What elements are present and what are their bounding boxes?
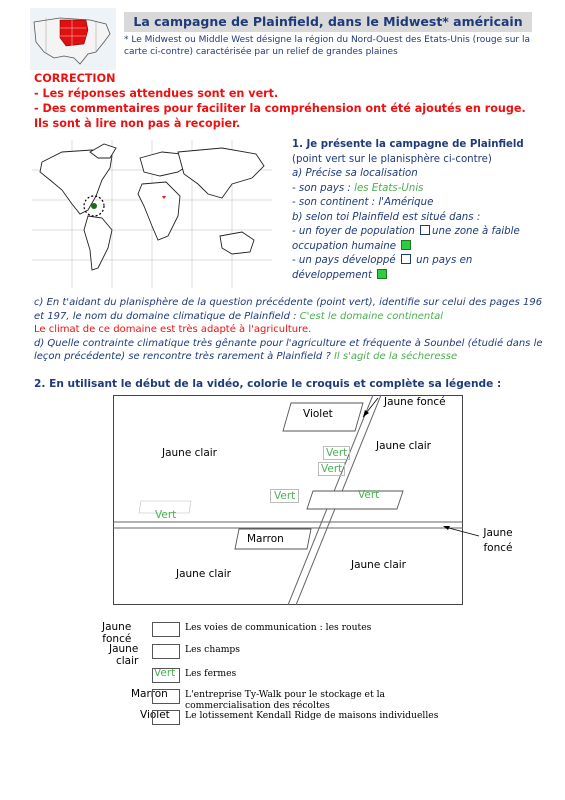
sketch-vert-3: Vert <box>270 489 299 503</box>
legend-key-violet: Violet <box>140 709 170 721</box>
q1-b: b) selon toi Plainfield est situé dans : <box>292 211 481 223</box>
legend-text-routes: Les voies de communication : les routes <box>185 622 372 633</box>
checkbox-foyer[interactable] <box>420 225 430 235</box>
q-d-answer: Il s'agit de la sécheresse <box>333 351 458 362</box>
legend-text-tywalk: L'entreprise Ty-Walk pour le stockage et la commercialisation des récoltes <box>185 689 386 711</box>
world-map <box>32 140 272 288</box>
correction-title: CORRECTION <box>34 72 116 85</box>
usa-midwest-map <box>30 8 116 70</box>
legend-swatch-vert[interactable] <box>152 668 180 683</box>
q1-option-foyer: - un foyer de population <box>292 226 415 237</box>
sketch-jaune-clair-4: Jaune clair <box>351 559 406 571</box>
legend-swatch-violet[interactable] <box>152 710 180 725</box>
legend-key-jaune-fonce: Jaune foncé <box>102 621 132 645</box>
q1-option-en-developpement: un pays en développement <box>292 255 473 281</box>
q-d-text: d) Quelle contrainte climatique très gênante pour l'agriculture et fréquente à Sounbel (étudié dans le leçon précédente) se rencontre très rarement à Plainfield ? <box>34 337 543 362</box>
page-title: La campagne de Plainfield, dans le Midwest* américain <box>124 12 532 32</box>
correction-line-1: - Les réponses attendues sont en vert. <box>34 87 279 100</box>
legend-swatch-marron[interactable] <box>152 689 180 704</box>
q1-subheading: (point vert sur le planisphère ci-contre) <box>292 153 492 165</box>
legend-text-fermes: Les fermes <box>185 668 237 679</box>
checkbox-developpe[interactable] <box>401 254 411 264</box>
sketch-vert-5: Vert <box>155 509 177 521</box>
midwest-note: * Le Midwest ou Middle West désigne la région du Nord-Ouest des Etats-Unis (rouge sur la carte ci-contre) caractérisée par un relief de grandes plaines <box>124 35 530 57</box>
legend-key-jaune-clair: Jaune clair <box>109 643 139 667</box>
sketch-jaune-clair-3: Jaune clair <box>176 568 231 580</box>
correction-block <box>34 71 526 131</box>
legend-swatch-jaune-fonce[interactable] <box>152 622 180 637</box>
q-c-comment: Le climat de ce domaine est très adapté à l'agriculture. <box>34 324 312 335</box>
correction-line-3: Ils sont à lire non pas à recopier. <box>34 117 241 130</box>
q1-heading: 1. Je présente la campagne de Plainfield <box>292 139 524 150</box>
sketch-marron: Marron <box>247 533 284 545</box>
sketch-jaune-fonce-right: Jaune foncé <box>483 527 513 554</box>
sketch-vert-4: Vert <box>358 489 380 501</box>
question-1 <box>292 138 542 283</box>
legend-text-lotissement: Le lotissement Kendall Ridge de maisons individuelles <box>185 710 439 721</box>
sketch-jaune-clair-2: Jaune clair <box>376 440 431 452</box>
correction-line-2: - Des commentaires pour faciliter la compréhension ont été ajoutés en rouge. <box>34 102 526 115</box>
questions-c-d <box>34 296 544 364</box>
q1-option-faible: une zone à faible occupation humaine <box>292 226 520 252</box>
arrow-jaune-fonce-right <box>441 524 481 548</box>
q1-continent: - son continent : l'Amérique <box>292 197 434 208</box>
legend-key-vert: Vert <box>154 667 176 679</box>
q-c-text: c) En t'aidant du planisphère de la question précédente (point vert), identifie sur celui des pages 196 et 197, le nom du domaine climatique de Plainfield : <box>34 297 543 322</box>
sketch-violet: Violet <box>303 408 333 420</box>
sketch-jaune-fonce-top: Jaune foncé <box>384 396 446 408</box>
legend-text-champs: Les champs <box>185 644 241 655</box>
checkbox-en-developpement-checked[interactable] <box>377 269 387 279</box>
sketch-vert-2: Vert <box>318 462 345 476</box>
checkbox-faible-checked[interactable] <box>401 240 411 250</box>
q1-option-developpe: - un pays développé <box>292 255 396 266</box>
sketch-jaune-clair-1: Jaune clair <box>162 447 217 459</box>
legend-swatch-jaune-clair[interactable] <box>152 644 180 659</box>
q1-pays-label: - son pays : <box>292 182 355 194</box>
question-2-heading: 2. En utilisant le début de la vidéo, colorie le croquis et complète sa légende : <box>34 378 502 390</box>
q1-a: a) Précise sa localisation <box>292 168 418 179</box>
sketch-vert-1: Vert <box>323 446 350 460</box>
q1-pays-answer: les Etats-Unis <box>354 182 424 194</box>
q-c-answer: C'est le domaine continental <box>299 310 444 322</box>
legend-key-marron: Marron <box>131 688 168 700</box>
